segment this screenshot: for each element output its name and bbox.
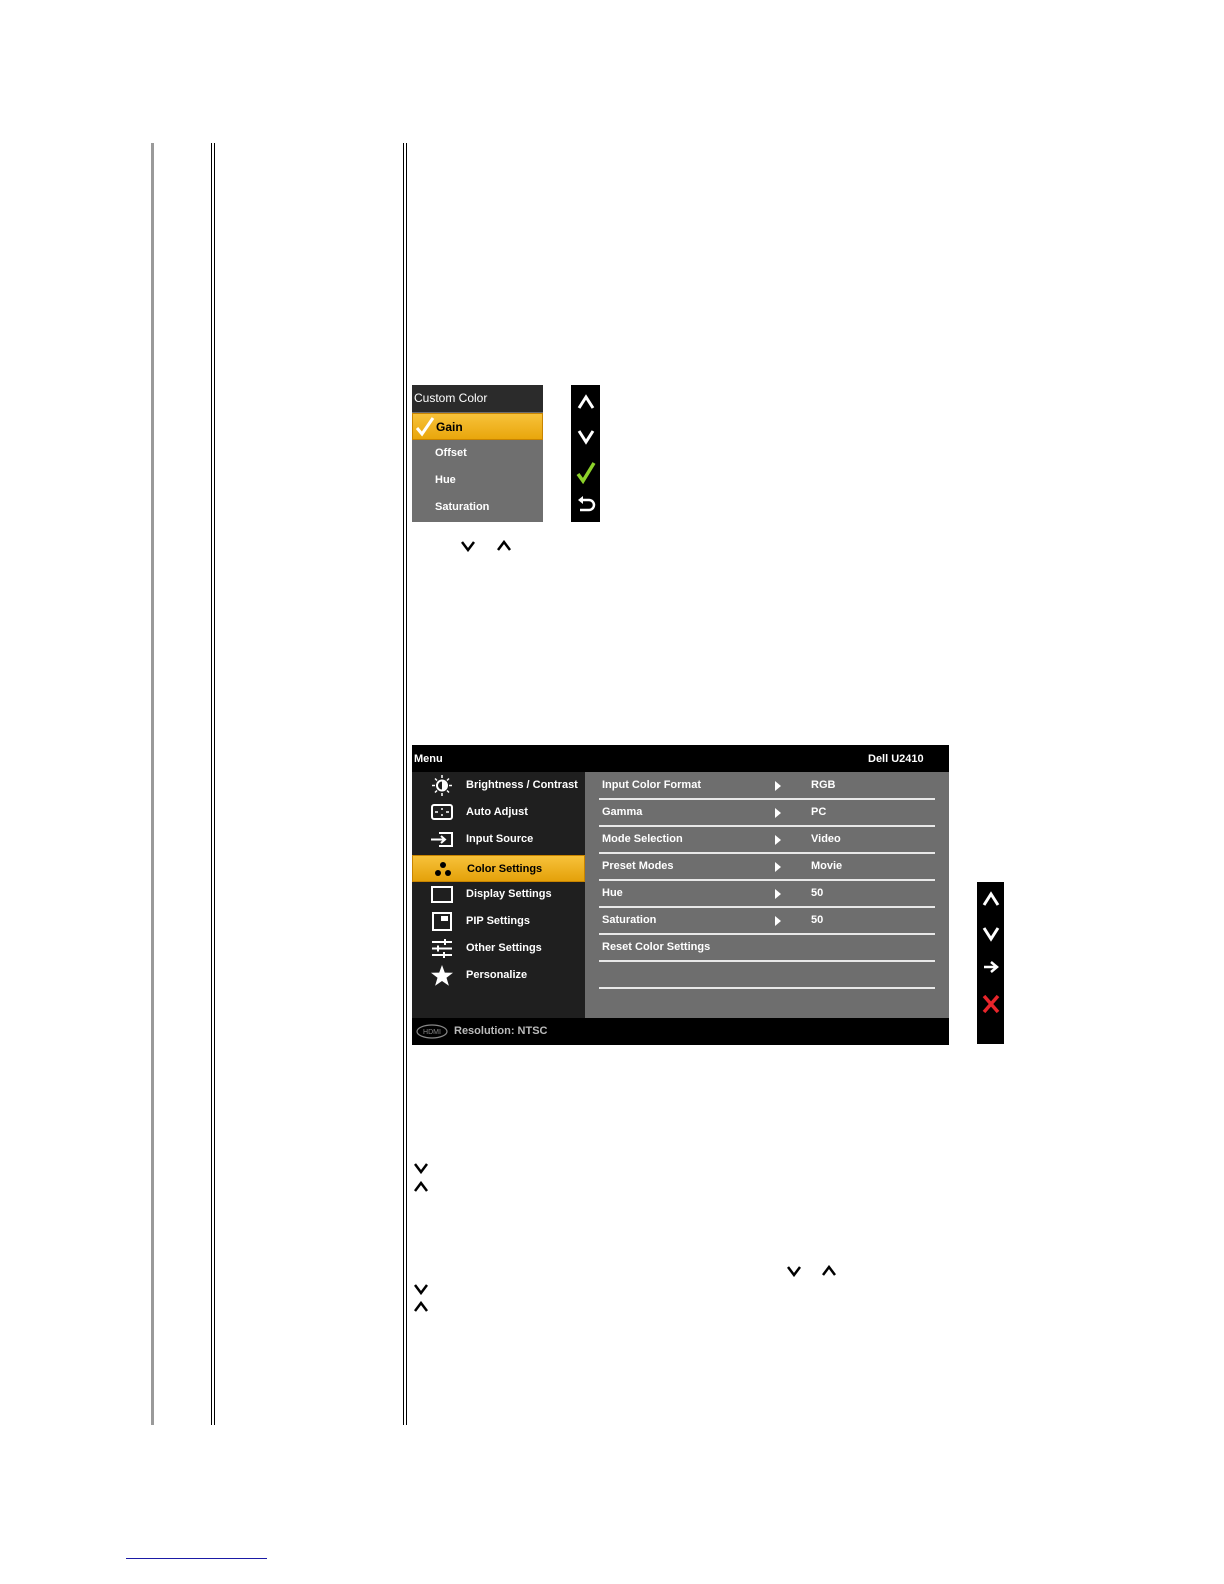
arrow-right-icon xyxy=(775,835,781,845)
custom-color-menu xyxy=(412,385,543,522)
setting-preset-modes[interactable]: Preset Modes Movie xyxy=(599,853,935,881)
arrow-right-icon xyxy=(775,862,781,872)
setting-gamma[interactable]: Gamma PC xyxy=(599,799,935,827)
input-source-icon xyxy=(430,829,454,850)
display-settings-icon xyxy=(430,884,454,905)
back-icon[interactable] xyxy=(576,495,596,515)
setting-hue[interactable]: Hue 50 xyxy=(599,880,935,908)
setting-mode-selection[interactable]: Mode Selection Video xyxy=(599,826,935,854)
down-icon xyxy=(413,1283,429,1295)
setting-input-color-format[interactable]: Input Color Format RGB xyxy=(599,772,935,800)
star-icon xyxy=(430,965,454,986)
check-icon[interactable] xyxy=(575,460,597,484)
menu-item-saturation[interactable]: Saturation xyxy=(435,501,490,513)
table-rule xyxy=(403,143,404,1425)
arrow-right-icon xyxy=(775,808,781,818)
hdmi-logo-icon xyxy=(416,1024,448,1039)
up-icon xyxy=(413,1181,429,1193)
down-icon[interactable] xyxy=(981,925,1001,943)
up-icon xyxy=(496,540,512,552)
osd-nav-strip xyxy=(977,882,1004,1044)
menu-item-hue[interactable]: Hue xyxy=(435,474,456,486)
table-rule xyxy=(214,143,215,1425)
menu-item-personalize[interactable]: Personalize xyxy=(412,962,585,989)
arrow-right-icon xyxy=(775,781,781,791)
table-rule xyxy=(406,143,407,1425)
table-border-left xyxy=(151,143,154,1425)
arrow-right-icon xyxy=(775,889,781,899)
osd-title: Menu xyxy=(414,753,443,765)
brightness-icon xyxy=(430,775,454,796)
check-icon xyxy=(415,416,435,438)
up-icon[interactable] xyxy=(576,393,596,411)
custom-color-title: Custom Color xyxy=(412,385,543,412)
menu-item-pip-settings[interactable]: PIP Settings xyxy=(412,908,585,935)
other-settings-icon xyxy=(430,938,454,959)
setting-empty-row xyxy=(599,961,935,989)
up-icon xyxy=(413,1301,429,1313)
down-icon xyxy=(413,1162,429,1174)
close-icon[interactable] xyxy=(981,993,1001,1015)
osd-menu xyxy=(412,745,949,1045)
down-icon xyxy=(786,1265,802,1277)
pip-settings-icon xyxy=(430,911,454,932)
resolution-status: Resolution: NTSC xyxy=(454,1025,548,1037)
osd-color-settings-panel xyxy=(585,772,949,1018)
arrow-right-icon xyxy=(775,916,781,926)
table-rule xyxy=(211,143,212,1425)
right-arrow-icon[interactable] xyxy=(982,960,1000,974)
setting-saturation[interactable]: Saturation 50 xyxy=(599,907,935,935)
menu-item-auto-adjust[interactable]: Auto Adjust xyxy=(412,799,585,826)
menu-item-offset[interactable]: Offset xyxy=(435,447,467,459)
osd-status-bar xyxy=(412,1018,949,1045)
osd-title-bar xyxy=(412,745,949,772)
down-icon[interactable] xyxy=(576,428,596,446)
auto-adjust-icon xyxy=(430,802,454,823)
menu-item-gain[interactable]: Gain xyxy=(412,413,543,440)
color-settings-icon xyxy=(431,859,455,880)
osd-main-menu xyxy=(412,772,585,1018)
up-icon[interactable] xyxy=(981,890,1001,908)
menu-item-brightness-contrast[interactable]: Brightness / Contrast xyxy=(412,772,585,799)
menu-item-display-settings[interactable]: Display Settings xyxy=(412,881,585,908)
link-underline[interactable] xyxy=(126,1558,267,1559)
down-icon xyxy=(460,540,476,552)
setting-reset-color-settings[interactable]: Reset Color Settings xyxy=(599,934,935,962)
menu-item-other-settings[interactable]: Other Settings xyxy=(412,935,585,962)
up-icon xyxy=(821,1265,837,1277)
menu-item-color-settings[interactable]: Color Settings xyxy=(412,855,585,882)
custom-color-nav-strip xyxy=(571,385,600,522)
osd-model: Dell U2410 xyxy=(868,753,924,765)
menu-item-input-source[interactable]: Input Source xyxy=(412,826,585,853)
svg-text:HDMI: HDMI xyxy=(423,1029,441,1036)
